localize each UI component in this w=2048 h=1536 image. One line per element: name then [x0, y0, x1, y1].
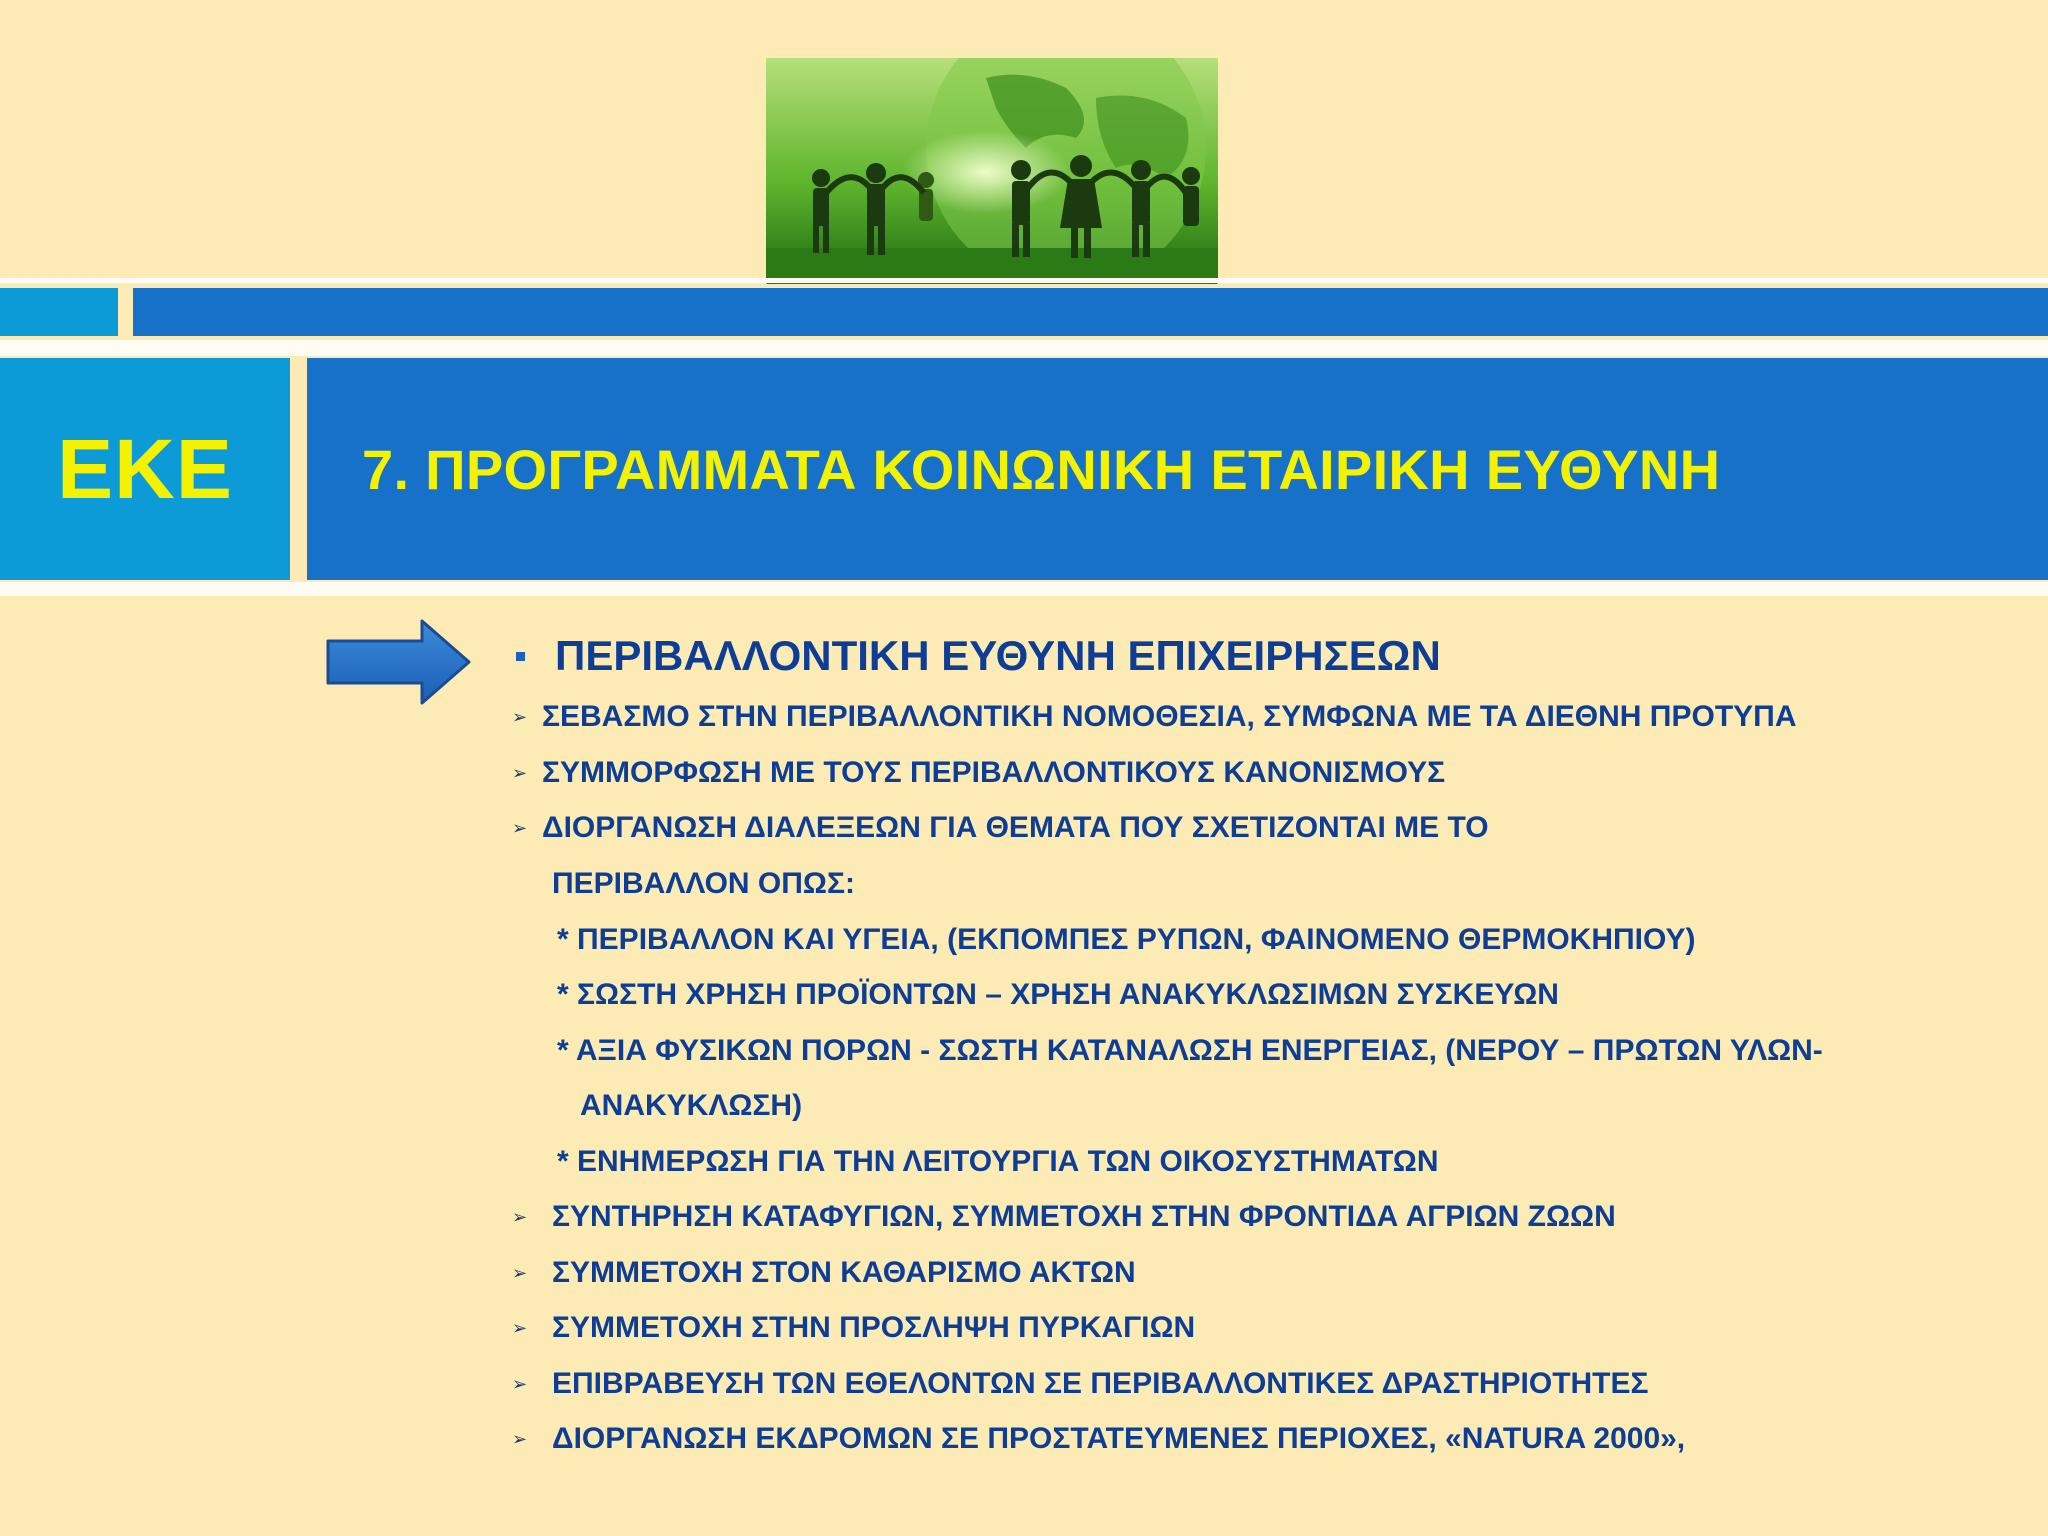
chevron-right-icon: ➢	[512, 1263, 528, 1283]
sub-item-continuation: ΑΝΑΚΥΚΛΩΣΗ)	[580, 1089, 803, 1122]
square-bullet-icon	[516, 652, 525, 661]
chevron-right-icon: ➢	[512, 1429, 528, 1449]
chevron-right-icon: ➢	[512, 1374, 528, 1394]
accent-stripe-long	[133, 288, 2048, 336]
list-item: ➢ ΣΕΒΑΣΜΟ ΣΤΗΝ ΠΕΡΙΒΑΛΛΟΝΤΙΚΗ ΝΟΜΟΘΕΣΙΑ, ΣΥΜΦΩΝΑ ΜΕ ΤΑ ΔΙΕΘΝΗ ΠΡΟΤΥΠΑ	[512, 700, 1797, 733]
slide-title: 7. ΠΡΟΓΡΑΜΜΑΤΑ ΚΟΙΝΩΝΙΚΗ ΕΤΑΙΡΙΚΗ ΕΥΘΥΝΗ	[362, 437, 1721, 501]
accent-stripe-small	[0, 288, 118, 336]
section-heading-text: ΠΕΡΙΒΑΛΛΟΝΤΙΚΗ ΕΥΘΥΝΗ ΕΠΙΧΕΙΡΗΣΕΩΝ	[555, 632, 1441, 679]
chevron-right-icon: ➢	[512, 707, 528, 727]
sub-item: * ΕΝΗΜΕΡΩΣΗ ΓΙΑ ΤΗΝ ΛΕΙΤΟΥΡΓΙΑ ΤΩΝ ΟΙΚΟΣΥΣΤΗΜΑΤΩΝ	[557, 1145, 1439, 1178]
hero-image	[766, 58, 1218, 284]
sub-item: * ΣΩΣΤΗ ΧΡΗΣΗ ΠΡΟΪΟΝΤΩΝ – ΧΡΗΣΗ ΑΝΑΚΥΚΛΩΣΙΜΩΝ ΣΥΣΚΕΥΩΝ	[557, 978, 1559, 1011]
chevron-right-icon: ➢	[512, 763, 528, 783]
section-tag-box	[0, 358, 290, 580]
list-item: ➢ ΔΙΟΡΓΑΝΩΣΗ ΔΙΑΛΕΞΕΩΝ ΓΙΑ ΘΕΜΑΤΑ ΠΟΥ ΣΧΕΤΙΖΟΝΤΑΙ ΜΕ ΤΟ	[512, 811, 1489, 844]
divider-mid	[0, 340, 2048, 356]
section-tag: ΕΚΕ	[57, 421, 233, 516]
divider-bottom	[0, 582, 2048, 596]
chevron-right-icon: ➢	[512, 818, 528, 838]
list-item: ➢ ΣΥΜΜΕΤΟΧΗ ΣΤΗΝ ΠΡΟΣΛΗΨΗ ΠΥΡΚΑΓΙΩΝ	[512, 1311, 1196, 1344]
list-item: ➢ ΣΥΜΜΕΤΟΧΗ ΣΤΟΝ ΚΑΘΑΡΙΣΜΟ ΑΚΤΩΝ	[512, 1256, 1136, 1289]
list-item-continuation: ΠΕΡΙΒΑΛΛΟΝ ΟΠΩΣ:	[552, 867, 855, 900]
right-arrow-icon	[326, 618, 472, 706]
divider-top	[0, 278, 2048, 283]
list-item: ➢ ΣΥΜΜΟΡΦΩΣΗ ΜΕ ΤΟΥΣ ΠΕΡΙΒΑΛΛΟΝΤΙΚΟΥΣ ΚΑΝΟΝΙΣΜΟΥΣ	[512, 756, 1446, 789]
sub-item: * ΠΕΡΙΒΑΛΛΟΝ ΚΑΙ ΥΓΕΙΑ, (ΕΚΠΟΜΠΕΣ ΡΥΠΩΝ, ΦΑΙΝΟΜΕΝΟ ΘΕΡΜΟΚΗΠΙΟΥ)	[557, 923, 1696, 956]
chevron-right-icon: ➢	[512, 1318, 528, 1338]
list-item: ➢ ΔΙΟΡΓΑΝΩΣΗ ΕΚΔΡΟΜΩΝ ΣΕ ΠΡΟΣΤΑΤΕΥΜΕΝΕΣ ΠΕΡΙΟΧΕΣ, «NATURA 2000»,	[512, 1422, 1686, 1455]
people-globe-illustration	[766, 58, 1218, 284]
title-band	[307, 358, 2048, 580]
content-area	[512, 626, 2012, 1455]
list-item: ➢ ΣΥΝΤΗΡΗΣΗ ΚΑΤΑΦΥΓΙΩΝ, ΣΥΜΜΕΤΟΧΗ ΣΤΗΝ ΦΡΟΝΤΙΔΑ ΑΓΡΙΩΝ ΖΩΩΝ	[512, 1200, 1616, 1233]
section-heading	[512, 626, 2012, 686]
chevron-right-icon: ➢	[512, 1207, 528, 1227]
sub-item: * ΑΞΙΑ ΦΥΣΙΚΩΝ ΠΟΡΩΝ - ΣΩΣΤΗ ΚΑΤΑΝΑΛΩΣΗ ΕΝΕΡΓΕΙΑΣ, (ΝΕΡΟΥ – ΠΡΩΤΩΝ ΥΛΩΝ-	[557, 1034, 1823, 1067]
list-item: ➢ ΕΠΙΒΡΑΒΕΥΣΗ ΤΩΝ ΕΘΕΛΟΝΤΩΝ ΣΕ ΠΕΡΙΒΑΛΛΟΝΤΙΚΕΣ ΔΡΑΣΤΗΡΙΟΤΗΤΕΣ	[512, 1367, 1649, 1400]
